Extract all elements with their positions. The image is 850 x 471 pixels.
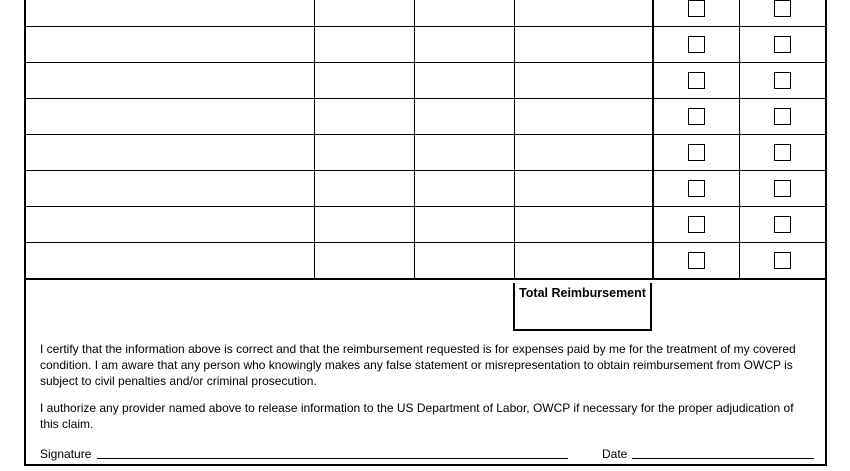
checkbox-cell[interactable] (739, 243, 825, 279)
checkbox[interactable] (774, 144, 791, 161)
checkbox[interactable] (774, 216, 791, 233)
checkbox-cell[interactable] (653, 27, 739, 63)
checkbox[interactable] (774, 108, 791, 125)
entry-cell[interactable] (314, 0, 414, 27)
entry-cell[interactable] (26, 135, 314, 171)
date-label: Date (602, 447, 628, 461)
total-reimbursement-box[interactable] (513, 283, 652, 331)
entry-cell[interactable] (26, 99, 314, 135)
total-reimbursement-label: Total Reimbursement (519, 286, 646, 300)
reimbursement-form (24, 0, 827, 466)
entry-cell[interactable] (26, 63, 314, 99)
checkbox-cell[interactable] (739, 27, 825, 63)
entry-cell[interactable] (514, 0, 653, 27)
checkbox[interactable] (688, 180, 705, 197)
checkbox-cell[interactable] (653, 171, 739, 207)
entry-cell[interactable] (414, 0, 514, 27)
entry-cell[interactable] (514, 207, 653, 243)
checkbox[interactable] (688, 36, 705, 53)
checkbox-cell[interactable] (653, 99, 739, 135)
checkbox[interactable] (688, 0, 705, 17)
entry-cell[interactable] (514, 243, 653, 279)
entry-cell[interactable] (26, 0, 314, 27)
entry-cell[interactable] (314, 27, 414, 63)
checkbox-cell[interactable] (653, 207, 739, 243)
entry-cell[interactable] (314, 207, 414, 243)
entry-cell[interactable] (26, 207, 314, 243)
entry-cell[interactable] (26, 171, 314, 207)
checkbox-cell[interactable] (739, 63, 825, 99)
checkbox-cell[interactable] (739, 0, 825, 27)
signature-line[interactable] (97, 458, 568, 459)
entry-cell[interactable] (414, 63, 514, 99)
entry-cell[interactable] (414, 243, 514, 279)
checkbox[interactable] (688, 108, 705, 125)
checkbox[interactable] (688, 252, 705, 269)
checkbox[interactable] (774, 36, 791, 53)
certification-text: I certify that the information above is correct and that the reimbursement requested is for expenses paid by me for the treatment of my covered condition. I am aware that any person who knowingly makes any false statement or misrepresentation to obtain reimbursement from OWCP is subject to civil penalties and/or criminal prosecution. (40, 342, 796, 388)
checkbox-cell[interactable] (653, 0, 739, 27)
checkbox-cell[interactable] (739, 99, 825, 135)
table-row (26, 27, 825, 63)
table-row (26, 207, 825, 243)
checkbox-cell[interactable] (653, 63, 739, 99)
entry-cell[interactable] (314, 171, 414, 207)
entry-cell[interactable] (314, 243, 414, 279)
checkbox[interactable] (774, 252, 791, 269)
table-row (26, 63, 825, 99)
checkbox-cell[interactable] (653, 243, 739, 279)
entry-cell[interactable] (514, 27, 653, 63)
checkbox[interactable] (774, 72, 791, 89)
table-row (26, 0, 825, 27)
checkbox-cell[interactable] (653, 135, 739, 171)
entry-cell[interactable] (514, 99, 653, 135)
entry-cell[interactable] (514, 171, 653, 207)
entry-cell[interactable] (414, 135, 514, 171)
entry-cell[interactable] (26, 243, 314, 279)
checkbox[interactable] (774, 180, 791, 197)
entry-cell[interactable] (414, 207, 514, 243)
table-row (26, 171, 825, 207)
table-row (26, 99, 825, 135)
entry-cell[interactable] (514, 63, 653, 99)
expense-table (26, 0, 825, 280)
checkbox[interactable] (688, 72, 705, 89)
date-line[interactable] (632, 458, 814, 459)
entry-cell[interactable] (314, 63, 414, 99)
checkbox[interactable] (688, 144, 705, 161)
checkbox-cell[interactable] (739, 135, 825, 171)
entry-cell[interactable] (314, 135, 414, 171)
entry-cell[interactable] (314, 99, 414, 135)
entry-cell[interactable] (414, 99, 514, 135)
authorization-text: I authorize any provider named above to release information to the US Department of Labor, OWCP if necessary for the proper adjudication of this claim. (40, 401, 794, 431)
table-row (26, 135, 825, 171)
entry-cell[interactable] (414, 27, 514, 63)
entry-cell[interactable] (26, 27, 314, 63)
checkbox-cell[interactable] (739, 207, 825, 243)
signature-label: Signature (40, 447, 92, 461)
checkbox-cell[interactable] (739, 171, 825, 207)
entry-cell[interactable] (414, 171, 514, 207)
entry-cell[interactable] (514, 135, 653, 171)
checkbox[interactable] (688, 216, 705, 233)
checkbox[interactable] (774, 0, 791, 17)
table-row (26, 243, 825, 279)
